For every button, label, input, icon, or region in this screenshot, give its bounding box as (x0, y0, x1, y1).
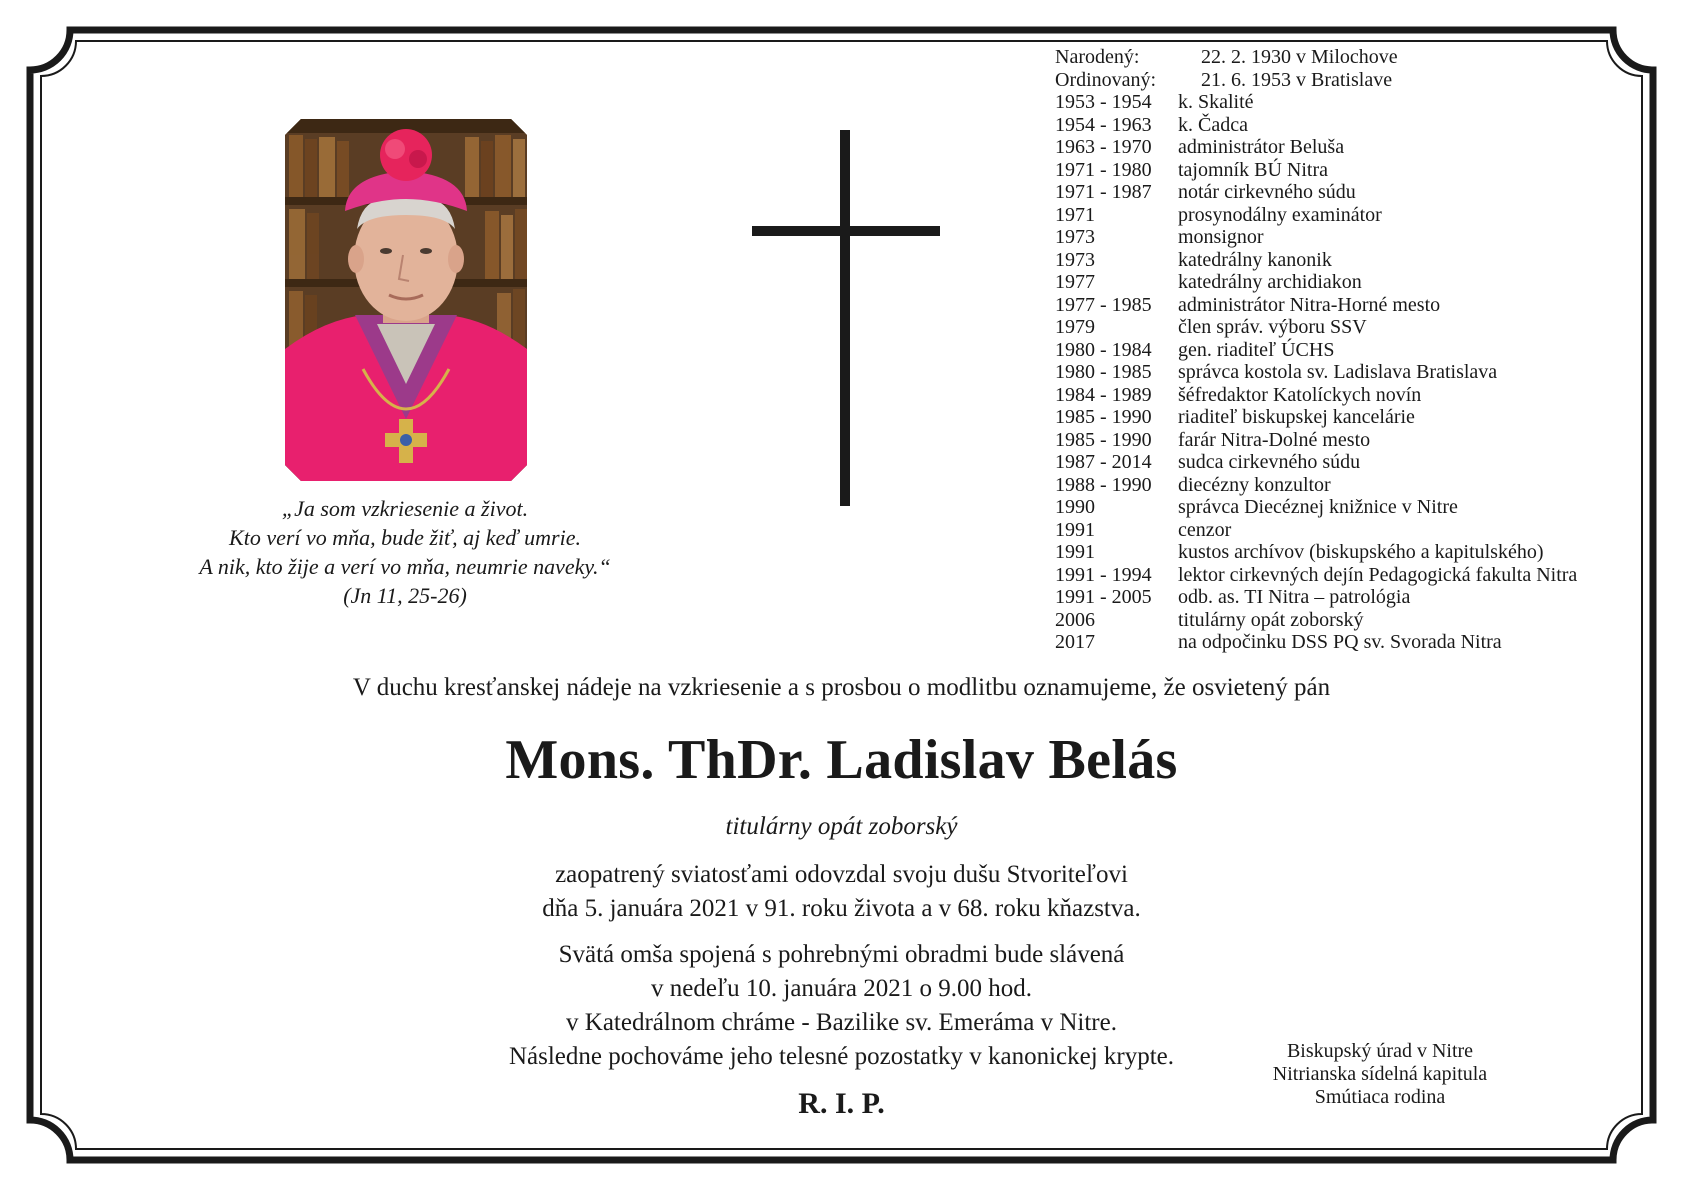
bio-text: k. Čadca (1178, 113, 1248, 136)
signature-line: Biskupský úrad v Nitre (1286, 1040, 1474, 1062)
bio-years: 1987 - 2014 (1055, 451, 1152, 473)
deceased-title: titulárny opát zoborský (725, 813, 958, 840)
deceased-name: Mons. ThDr. Ladislav Belás (505, 729, 1178, 791)
bio-row (1055, 586, 1577, 609)
bio-years: 1985 - 1990 (1055, 406, 1152, 428)
bio-header-row (1055, 69, 1398, 92)
bio-years: 1991 - 1994 (1055, 563, 1152, 586)
bio-row (1055, 91, 1577, 114)
bio-text: kustos archívov (biskupského a kapitulského) (1178, 541, 1544, 563)
bio-years: 1991 (1055, 518, 1095, 541)
bio-years: 2006 (1055, 608, 1095, 631)
bio-row (1055, 429, 1577, 452)
bio-row (1055, 271, 1577, 294)
signature-line: Smútiaca rodina (1314, 1086, 1446, 1108)
bio-row (1055, 541, 1577, 564)
cross-icon (748, 130, 940, 510)
bio-years: 1991 (1055, 541, 1095, 563)
bio-text: tajomník BÚ Nitra (1178, 158, 1328, 181)
scripture-quote (150, 494, 660, 610)
portrait-photo (285, 119, 527, 481)
bio-text: člen správ. výboru SSV (1178, 316, 1367, 338)
bio-text: notár cirkevného súdu (1178, 181, 1356, 203)
bio-years: 1971 - 1987 (1055, 181, 1152, 203)
death-notice (0, 858, 1683, 926)
cross-vertical-bar (840, 130, 850, 506)
bio-row (1055, 294, 1577, 317)
bio-text: diecézny konzultor (1178, 473, 1331, 496)
bio-years: 1977 (1055, 271, 1095, 293)
quote-line: Kto verí vo mňa, bude žiť, aj keď umrie. (229, 525, 581, 550)
bio-row (1055, 226, 1577, 249)
bio-text: lektor cirkevných dejín Pedagogická fakulta Nitra (1178, 563, 1578, 586)
bio-years: 1988 - 1990 (1055, 473, 1152, 496)
bio-header-row (1055, 46, 1398, 69)
bio-row (1055, 474, 1577, 497)
bio-years: 1980 - 1985 (1055, 361, 1152, 383)
bio-header-label: Ordinovaný: (1055, 68, 1157, 91)
bio-text: farár Nitra-Dolné mesto (1178, 428, 1371, 451)
bio-header-value: 22. 2. 1930 v Milochove (1201, 46, 1398, 68)
death-line: dňa 5. januára 2021 v 91. roku života a v 68. roku kňazstva. (542, 895, 1141, 922)
funeral-line: v nedeľu 10. januára 2021 o 9.00 hod. (651, 975, 1032, 1002)
bio-years: 1984 - 1989 (1055, 383, 1152, 406)
bio-row (1055, 609, 1577, 632)
bio-text: správca Diecéznej knižnice v Nitre (1178, 496, 1458, 518)
bio-row (1055, 451, 1577, 474)
bio-header (1055, 46, 1398, 91)
bio-header-value: 21. 6. 1953 v Bratislave (1201, 68, 1393, 91)
bio-list (1055, 91, 1577, 654)
bio-text: riaditeľ biskupskej kancelárie (1178, 406, 1415, 428)
bio-row (1055, 496, 1577, 519)
bio-row (1055, 181, 1577, 204)
bio-text: šéfredaktor Katolíckych novín (1178, 383, 1422, 406)
bio-row (1055, 406, 1577, 429)
bio-text: administrátor Beluša (1178, 136, 1345, 158)
bio-row (1055, 361, 1577, 384)
death-line: zaopatrený sviatosťami odovzdal svoju dušu Stvoriteľovi (555, 861, 1128, 888)
bio-years: 1991 - 2005 (1055, 586, 1152, 608)
bio-years: 1979 (1055, 316, 1095, 338)
bio-row (1055, 159, 1577, 182)
bio-years: 1971 (1055, 203, 1095, 226)
quote-reference: (Jn 11, 25-26) (343, 583, 467, 608)
funeral-line: Následne pochováme jeho telesné pozostatky v kanonickej krypte. (508, 1043, 1175, 1070)
cross-horizontal-bar (752, 226, 940, 236)
bio-years: 1954 - 1963 (1055, 113, 1152, 136)
bio-header-label: Narodený: (1055, 46, 1140, 68)
funeral-line: v Katedrálnom chráme - Bazilike sv. Emeráma v Nitre. (566, 1009, 1117, 1036)
bio-years: 1977 - 1985 (1055, 293, 1152, 316)
bio-row (1055, 631, 1577, 654)
bio-row (1055, 114, 1577, 137)
bio-years: 1980 - 1984 (1055, 338, 1152, 361)
announcement-intro: V duchu kresťanskej nádeje na vzkriesenie a s prosbou o modlitbu oznamujeme, že osvietený pán (352, 674, 1331, 701)
bio-text: monsignor (1178, 226, 1264, 248)
bio-text: gen. riaditeľ ÚCHS (1178, 338, 1335, 361)
bio-row (1055, 339, 1577, 362)
bio-row (1055, 316, 1577, 339)
bio-row (1055, 136, 1577, 159)
bio-text: správca kostola sv. Ladislava Bratislava (1178, 361, 1498, 383)
signature-line: Nitrianska sídelná kapitula (1272, 1063, 1488, 1085)
bio-row (1055, 249, 1577, 272)
bio-years: 1963 - 1970 (1055, 136, 1152, 158)
bio-years: 2017 (1055, 631, 1095, 653)
bio-text: na odpočinku DSS PQ sv. Svorada Nitra (1178, 631, 1502, 653)
bio-years: 1953 - 1954 (1055, 91, 1152, 113)
bio-text: administrátor Nitra-Horné mesto (1178, 293, 1441, 316)
bio-text: titulárny opát zoborský (1178, 608, 1364, 631)
bio-years: 1985 - 1990 (1055, 428, 1152, 451)
bio-text: katedrálny kanonik (1178, 248, 1332, 271)
bio-text: cenzor (1178, 518, 1232, 541)
bio-years: 1971 - 1980 (1055, 158, 1152, 181)
bio-text: prosynodálny examinátor (1178, 203, 1382, 226)
bio-text: k. Skalité (1178, 91, 1254, 113)
bio-row (1055, 564, 1577, 587)
bio-text: odb. as. TI Nitra – patrológia (1178, 586, 1411, 608)
funeral-line: Svätá omša spojená s pohrebnými obradmi bude slávená (558, 941, 1125, 968)
rip-text: R. I. P. (798, 1087, 885, 1120)
bio-row (1055, 519, 1577, 542)
bio-years: 1973 (1055, 248, 1095, 271)
bio-row (1055, 384, 1577, 407)
bio-text: katedrálny archidiakon (1178, 271, 1362, 293)
signatures (1240, 1040, 1520, 1109)
bio-text: sudca cirkevného súdu (1178, 451, 1361, 473)
quote-line: A nik, kto žije a verí vo mňa, neumrie naveky.“ (199, 554, 611, 579)
bio-row (1055, 204, 1577, 227)
bio-years: 1973 (1055, 226, 1095, 248)
quote-line: „Ja som vzkriesenie a život. (281, 496, 529, 521)
bio-years: 1990 (1055, 496, 1095, 518)
